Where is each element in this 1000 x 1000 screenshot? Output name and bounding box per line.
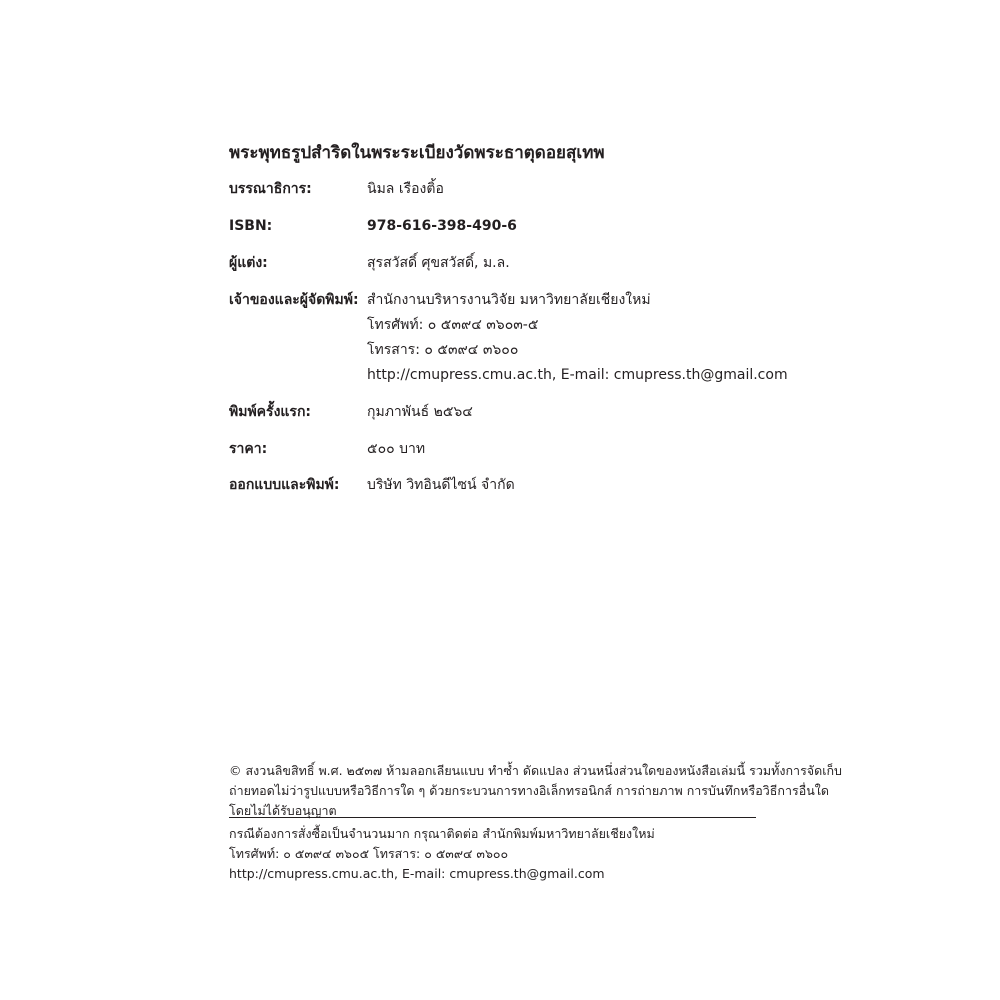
publisher-value: [367, 289, 788, 389]
design-print-value: บริษัท วิทอินดีไซน์ จำกัด: [367, 477, 515, 493]
copyright-line: ถ่ายทอดไม่ว่ารูปแบบหรือวิธีการใด ๆ ด้วยกระบวนการทางอิเล็กทรอนิกส์ การถ่ายภาพ การบันทึกหรือวิธีการอื่นใด: [229, 783, 829, 798]
contact-line: http://cmupress.cmu.ac.th, E-mail: cmupress.th@gmail.com: [229, 866, 605, 881]
publisher-fax: โทรสาร: ๐ ๕๓๙๔ ๓๖๐๐: [367, 342, 519, 358]
copyright-notice: [229, 761, 842, 821]
first-print-value: กุมภาพันธ์ ๒๕๖๔: [367, 404, 473, 420]
editor-value: นิมล เรืองติ้อ: [367, 181, 444, 197]
contact-line: กรณีต้องการสั่งซื้อเป็นจำนวนมาก กรุณาติดต่อ สำนักพิมพ์มหาวิทยาลัยเชียงใหม่: [229, 826, 655, 841]
author-label: ผู้แต่ง:: [229, 255, 268, 271]
publisher-web-email: http://cmupress.cmu.ac.th, E-mail: cmupress.th@gmail.com: [367, 367, 788, 383]
publisher-phone: โทรศัพท์: ๐ ๕๓๙๔ ๓๖๐๓-๕: [367, 317, 539, 333]
publisher-name: สำนักงานบริหารงานวิจัย มหาวิทยาลัยเชียงใหม่: [367, 292, 651, 308]
editor-label: บรรณาธิการ:: [229, 181, 312, 197]
book-title: พระพุทธรูปสำริดในพระระเบียงวัดพระธาตุดอยสุเทพ: [229, 143, 605, 163]
author-value: สุรสวัสดิ์ ศุขสวัสดิ์, ม.ล.: [367, 255, 510, 271]
order-contact: [229, 824, 759, 884]
copyright-line: โดยไม่ได้รับอนุญาต: [229, 803, 337, 818]
design-print-label: ออกแบบและพิมพ์:: [229, 477, 340, 493]
isbn-value: 978-616-398-490-6: [367, 218, 517, 234]
divider: [229, 817, 756, 818]
isbn-label: ISBN:: [229, 218, 273, 234]
first-print-label: พิมพ์ครั้งแรก:: [229, 404, 312, 420]
contact-line: โทรศัพท์: ๐ ๕๓๙๔ ๓๖๐๕ โทรสาร: ๐ ๕๓๙๔ ๓๖๐๐: [229, 846, 509, 861]
copyright-line: © สงวนลิขสิทธิ์ พ.ศ. ๒๕๓๗ ห้ามลอกเลียนแบบ ทำซ้ำ ดัดแปลง ส่วนหนึ่งส่วนใดของหนังสือเล่มนี้ รวมทั้งการจัดเก็บ: [229, 763, 842, 778]
publisher-label: เจ้าของและผู้จัดพิมพ์:: [229, 292, 359, 308]
price-label: ราคา:: [229, 441, 268, 457]
price-value: ๕๐๐ บาท: [367, 441, 426, 457]
